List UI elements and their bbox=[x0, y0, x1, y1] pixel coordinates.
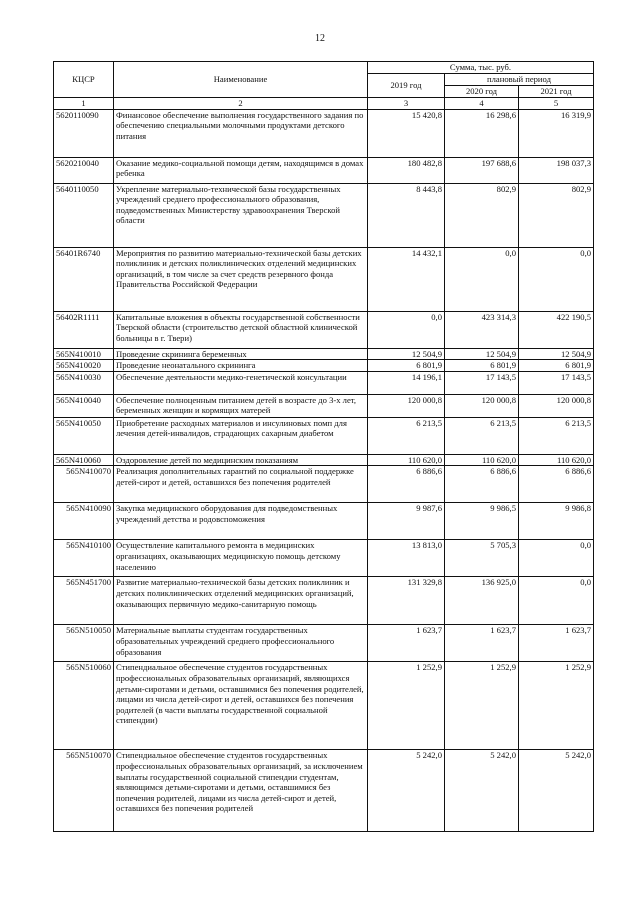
table-row bbox=[54, 371, 594, 394]
header-2020: 2020 год bbox=[445, 86, 519, 98]
row-value-2021: 5 242,0 bbox=[519, 750, 594, 832]
row-value-2020: 12 504,9 bbox=[445, 348, 519, 360]
table-row bbox=[54, 466, 594, 503]
row-value-2020: 6 801,9 bbox=[445, 360, 519, 372]
row-code: 565N410020 bbox=[54, 360, 114, 372]
row-value-2019: 0,0 bbox=[368, 311, 445, 348]
row-code: 5620110090 bbox=[54, 109, 114, 157]
column-number-2: 2 bbox=[114, 98, 368, 110]
table-row bbox=[54, 662, 594, 750]
row-value-2021: 17 143,5 bbox=[519, 371, 594, 394]
row-name: Оказание медико-социальной помощи детям, находящимся в домах ребенка bbox=[114, 157, 368, 183]
row-value-2019: 14 196,1 bbox=[368, 371, 445, 394]
row-value-2019: 120 000,8 bbox=[368, 394, 445, 417]
row-value-2019: 6 886,6 bbox=[368, 466, 445, 503]
row-value-2021: 6 886,6 bbox=[519, 466, 594, 503]
row-code: 5640110050 bbox=[54, 183, 114, 247]
row-name: Укрепление материально-технической базы государственных учреждений среднего профессионального образования, подведомственных Министерству здравоохранения Тверской области bbox=[114, 183, 368, 247]
row-value-2019: 1 623,7 bbox=[368, 625, 445, 662]
row-code: 565N410060 bbox=[54, 454, 114, 466]
row-value-2019: 5 242,0 bbox=[368, 750, 445, 832]
row-value-2019: 14 432,1 bbox=[368, 247, 445, 311]
row-code: 565N510050 bbox=[54, 625, 114, 662]
row-name: Стипендиальное обеспечение студентов государственных профессиональных образовательных организаций, являющихся детьми-сиротами и детьми, оставшимися без попечения родителей, лицами из числа детей-сирот и детей, оставшихся без попечения родителей (в части выплаты государственной социальной стипендии) bbox=[114, 662, 368, 750]
table-row bbox=[54, 360, 594, 372]
row-name: Обеспечение полноценным питанием детей в возрасте до 3-х лет, беременных женщин и кормящих матерей bbox=[114, 394, 368, 417]
row-value-2020: 5 705,3 bbox=[445, 540, 519, 577]
row-code: 565N410090 bbox=[54, 503, 114, 540]
row-name: Оздоровление детей по медицинским показаниям bbox=[114, 454, 368, 466]
table-row bbox=[54, 750, 594, 832]
row-code: 565N410030 bbox=[54, 371, 114, 394]
row-name: Обеспечение деятельности медико-генетической консультации bbox=[114, 371, 368, 394]
row-value-2021: 6 801,9 bbox=[519, 360, 594, 372]
table-row bbox=[54, 348, 594, 360]
row-name: Приобретение расходных материалов и инсулиновых помп для лечения детей-инвалидов, страдающих сахарным диабетом bbox=[114, 417, 368, 454]
row-name: Закупка медицинского оборудования для подведомственных учреждений детства и родовспоможения bbox=[114, 503, 368, 540]
row-code: 565N410040 bbox=[54, 394, 114, 417]
page-number: 12 bbox=[315, 33, 325, 44]
row-value-2020: 136 925,0 bbox=[445, 577, 519, 625]
row-name: Капитальные вложения в объекты государственной собственности Тверской области (строительство детской областной клинической больницы в г. Твери) bbox=[114, 311, 368, 348]
row-value-2020: 1 623,7 bbox=[445, 625, 519, 662]
row-name: Проведение скрининга беременных bbox=[114, 348, 368, 360]
row-code: 565N451700 bbox=[54, 577, 114, 625]
table-row bbox=[54, 577, 594, 625]
table-row bbox=[54, 625, 594, 662]
row-value-2021: 0,0 bbox=[519, 540, 594, 577]
row-code: 565N410050 bbox=[54, 417, 114, 454]
row-value-2020: 802,9 bbox=[445, 183, 519, 247]
row-name: Финансовое обеспечение выполнения государственного задания по обеспечению специальными молочными продуктами детского питания bbox=[114, 109, 368, 157]
column-number-5: 5 bbox=[519, 98, 594, 110]
row-value-2019: 131 329,8 bbox=[368, 577, 445, 625]
row-value-2020: 6 213,5 bbox=[445, 417, 519, 454]
row-name: Осуществление капитального ремонта в медицинских организациях, оказывающих медицинскую помощь детскому населению bbox=[114, 540, 368, 577]
row-value-2021: 422 190,5 bbox=[519, 311, 594, 348]
row-value-2019: 12 504,9 bbox=[368, 348, 445, 360]
header-kcsr: КЦСР bbox=[54, 62, 114, 98]
row-value-2021: 0,0 bbox=[519, 577, 594, 625]
row-value-2021: 120 000,8 bbox=[519, 394, 594, 417]
row-value-2020: 9 986,5 bbox=[445, 503, 519, 540]
table-row bbox=[54, 157, 594, 183]
header-2021: 2021 год bbox=[519, 86, 594, 98]
row-value-2020: 110 620,0 bbox=[445, 454, 519, 466]
row-value-2019: 6 213,5 bbox=[368, 417, 445, 454]
row-value-2021: 0,0 bbox=[519, 247, 594, 311]
table-row bbox=[54, 417, 594, 454]
row-name: Стипендиальное обеспечение студентов государственных профессиональных образовательных организаций, за исключением выплаты государственной социальной стипендии студентам, являющимся детьми-сиротами и детьми, оставшимися без попечения родителей, лицами из числа детей-сирот и детей, оставшихся без попечения родителей bbox=[114, 750, 368, 832]
row-name: Проведение неонатального скрининга bbox=[114, 360, 368, 372]
column-number-3: 3 bbox=[368, 98, 445, 110]
row-value-2020: 120 000,8 bbox=[445, 394, 519, 417]
row-value-2019: 6 801,9 bbox=[368, 360, 445, 372]
table-row bbox=[54, 540, 594, 577]
row-value-2019: 8 443,8 bbox=[368, 183, 445, 247]
table-row bbox=[54, 503, 594, 540]
row-value-2019: 180 482,8 bbox=[368, 157, 445, 183]
table-row bbox=[54, 394, 594, 417]
table-row bbox=[54, 109, 594, 157]
row-value-2020: 17 143,5 bbox=[445, 371, 519, 394]
table-row bbox=[54, 454, 594, 466]
row-name: Реализация дополнительных гарантий по социальной поддержке детей-сирот и детей, оставшихся без попечения родителей bbox=[114, 466, 368, 503]
row-value-2021: 198 037,3 bbox=[519, 157, 594, 183]
header-name: Наименование bbox=[114, 62, 368, 98]
table-row bbox=[54, 247, 594, 311]
row-name: Мероприятия по развитию материально-технической базы детских поликлиник и детских поликлинических отделений медицинских организаций, в том числе за счет средств резервного фонда Правительства Российской Федерации bbox=[114, 247, 368, 311]
column-number-4: 4 bbox=[445, 98, 519, 110]
row-value-2020: 197 688,6 bbox=[445, 157, 519, 183]
table-row bbox=[54, 311, 594, 348]
row-code: 5620210040 bbox=[54, 157, 114, 183]
row-code: 56401R6740 bbox=[54, 247, 114, 311]
row-value-2021: 1 252,9 bbox=[519, 662, 594, 750]
row-code: 565N510060 bbox=[54, 662, 114, 750]
row-value-2021: 110 620,0 bbox=[519, 454, 594, 466]
row-value-2020: 0,0 bbox=[445, 247, 519, 311]
row-code: 565N410100 bbox=[54, 540, 114, 577]
row-value-2021: 6 213,5 bbox=[519, 417, 594, 454]
row-value-2019: 15 420,8 bbox=[368, 109, 445, 157]
table-row bbox=[54, 183, 594, 247]
row-code: 565N510070 bbox=[54, 750, 114, 832]
header-planned-period: плановый период bbox=[445, 74, 594, 86]
row-value-2019: 13 813,0 bbox=[368, 540, 445, 577]
row-value-2020: 16 298,6 bbox=[445, 109, 519, 157]
row-code: 56402R1111 bbox=[54, 311, 114, 348]
header-2019: 2019 год bbox=[368, 74, 445, 98]
row-value-2019: 1 252,9 bbox=[368, 662, 445, 750]
row-value-2021: 9 986,8 bbox=[519, 503, 594, 540]
row-value-2021: 16 319,9 bbox=[519, 109, 594, 157]
row-value-2019: 9 987,6 bbox=[368, 503, 445, 540]
row-value-2021: 12 504,9 bbox=[519, 348, 594, 360]
row-value-2020: 5 242,0 bbox=[445, 750, 519, 832]
row-name: Материальные выплаты студентам государственных образовательных учреждений среднего профессионального образования bbox=[114, 625, 368, 662]
budget-table bbox=[53, 61, 594, 832]
row-code: 565N410010 bbox=[54, 348, 114, 360]
row-value-2019: 110 620,0 bbox=[368, 454, 445, 466]
row-value-2021: 1 623,7 bbox=[519, 625, 594, 662]
row-value-2020: 6 886,6 bbox=[445, 466, 519, 503]
row-name: Развитие материально-технической базы детских поликлиник и детских поликлинических отделений медицинских организаций, оказывающих первичную медико-санитарную помощь bbox=[114, 577, 368, 625]
column-number-1: 1 bbox=[54, 98, 114, 110]
row-value-2020: 1 252,9 bbox=[445, 662, 519, 750]
header-sum: Сумма, тыс. руб. bbox=[368, 62, 594, 74]
row-value-2021: 802,9 bbox=[519, 183, 594, 247]
row-code: 565N410070 bbox=[54, 466, 114, 503]
row-value-2020: 423 314,3 bbox=[445, 311, 519, 348]
